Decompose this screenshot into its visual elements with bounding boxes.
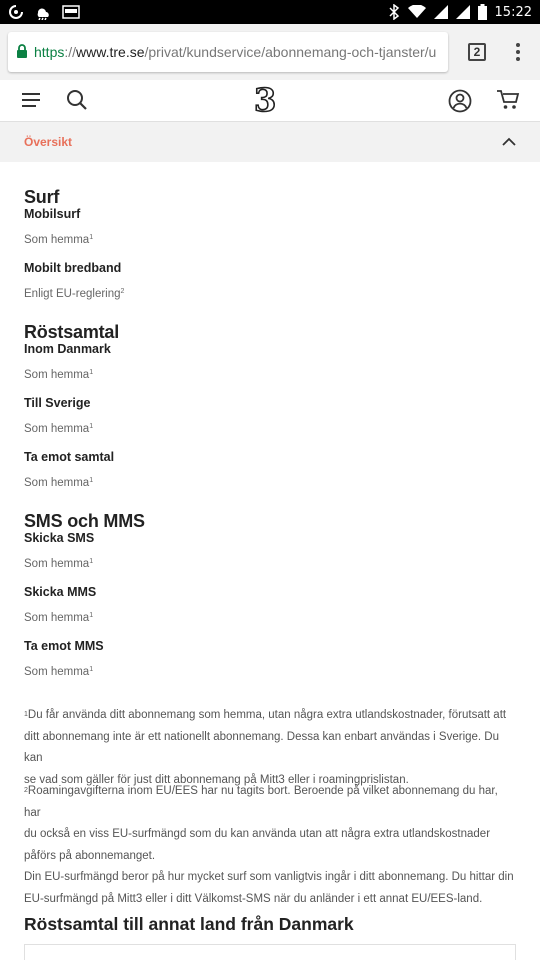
item-label: Mobilsurf	[24, 207, 81, 221]
footnote-2: $^2$Roamingavgifterna inom EU/EES har nu tagits bort. Beroende på vilket abonnemang du har, har du också en viss EU-surfmängd som du kan använda utan att några extra utlandskostnader påförs på abonnemanget. Din EU-surfmängd beror på hur mycket surf som vanligtvis ingår i ditt abonnemang. Du hittar din EU-surfmängd på Mitt3 eller i ditt Välkomst-SMS när du anländer i ett annat EU/EES-land.	[24, 785, 514, 905]
item-value: Som hemma$^1$	[24, 234, 94, 246]
battery-icon	[478, 4, 487, 20]
signal-icon	[434, 5, 448, 19]
item-value: Som hemma$^1$	[24, 477, 94, 489]
status-bar	[0, 0, 540, 24]
signal-icon	[456, 5, 470, 19]
url-scheme: https	[34, 44, 65, 60]
search-icon[interactable]	[66, 89, 88, 116]
item-value: Som hemma$^1$	[24, 423, 94, 435]
item-value: Som hemma$^1$	[24, 369, 94, 381]
item-value: Som hemma$^1$	[24, 612, 94, 624]
url-path: /privat/kundservice/abonnemang-och-tjanster/u	[144, 44, 437, 60]
content-card-top	[24, 944, 516, 960]
section-title: SMS och MMS	[24, 511, 145, 531]
item-value: Som hemma$^1$	[24, 666, 94, 678]
sync-icon	[8, 4, 24, 20]
site-header	[0, 80, 540, 122]
address-bar[interactable]	[8, 32, 448, 72]
overview-label: Översikt	[24, 135, 73, 149]
browser-toolbar	[0, 24, 540, 80]
cart-icon[interactable]	[496, 89, 520, 116]
item-label: Skicka SMS	[24, 531, 95, 545]
item-label: Skicka MMS	[24, 585, 97, 599]
chevron-up-icon[interactable]	[502, 133, 516, 151]
bluetooth-icon	[388, 4, 400, 20]
section-heading-calls-abroad: Röstsamtal till annat land från Danmark	[24, 914, 354, 934]
wifi-icon	[408, 5, 426, 19]
account-icon[interactable]	[448, 89, 472, 118]
section-title: Surf	[24, 187, 60, 207]
card-icon	[62, 5, 80, 19]
item-label: Till Sverige	[24, 396, 91, 410]
item-label: Ta emot samtal	[24, 450, 115, 464]
item-value: Enligt EU-reglering$^2$	[24, 288, 125, 300]
tab-switcher-button[interactable]: 2	[468, 43, 486, 61]
url-host: www.tre.se	[76, 44, 145, 60]
overview-accordion-header[interactable]	[0, 122, 540, 162]
footnote-1: $^1$Du får använda ditt abonnemang som hemma, utan några extra utlandskostnader, förutsatt att ditt abonnemang inte är ett nationellt abonnemang. Dessa kan enbart användas i Sverige. Du kan se vad som gäller för just ditt abonnemang på Mitt3 eller i roamingprislistan.	[24, 709, 507, 786]
clock: 15:22	[494, 4, 532, 20]
browser-menu-icon[interactable]	[516, 43, 520, 61]
url-separator: ://	[64, 44, 77, 60]
lock-icon	[16, 44, 28, 61]
item-label: Mobilt bredband	[24, 261, 122, 275]
item-label: Inom Danmark	[24, 342, 111, 356]
item-label: Ta emot MMS	[24, 639, 104, 653]
hamburger-menu-icon[interactable]	[22, 92, 40, 113]
section-title: Röstsamtal	[24, 322, 120, 342]
weather-icon	[34, 4, 52, 20]
tre-logo[interactable]: 3	[254, 81, 277, 119]
item-value: Som hemma$^1$	[24, 558, 94, 570]
